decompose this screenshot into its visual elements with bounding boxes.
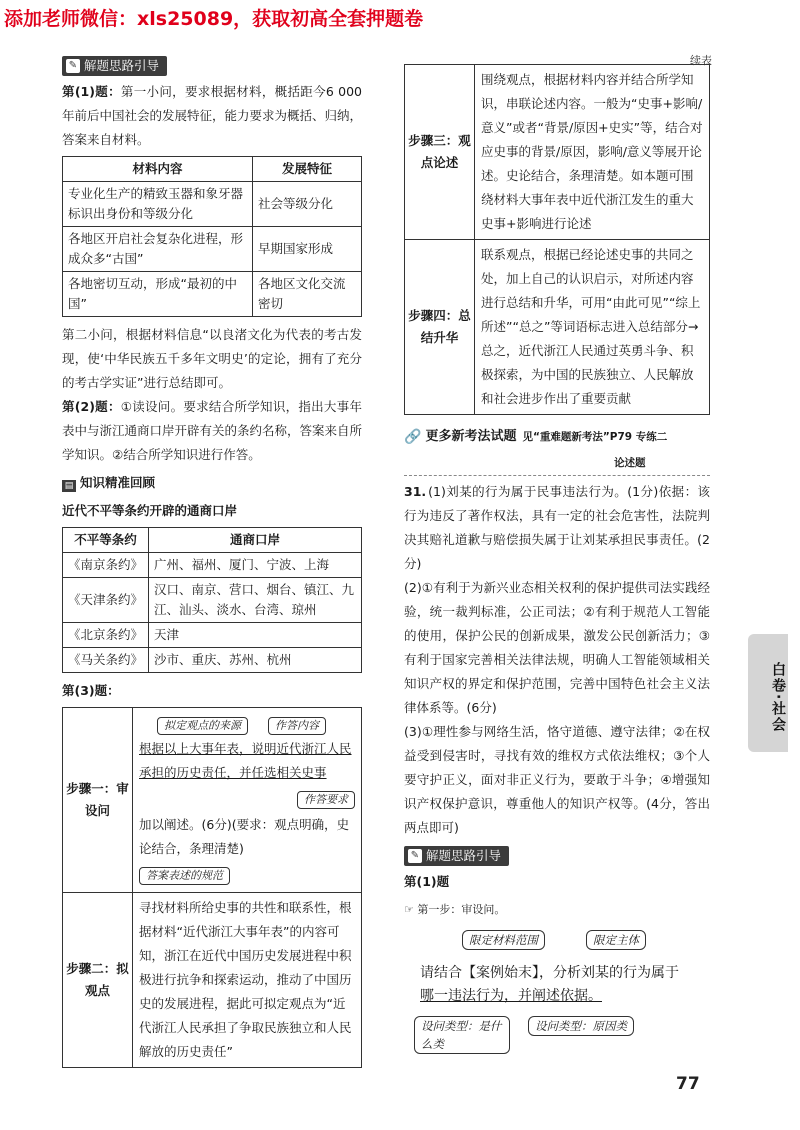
pointer-icon: ☞ [404, 903, 414, 916]
table-row: 《南京条约》 广州、福州、厦门、宁波、上海 [63, 553, 362, 578]
notebook-icon: ✎ [408, 849, 422, 863]
q1-paragraph: 第(1)题：第一小问，要求根据材料，概括距今6 000年前后中国社会的发展特征，能力要求为概括、归纳，答案来自材料。 [62, 84, 363, 147]
step-content: 寻找材料所给史事的共性和联系性，根据材料“近代浙江大事年表”的内容可知，浙江在近代中国历史发展进程中积极进行抗争和探索运动，推动了中国历史的发展进程，据此可拟定观点为“近代浙江人民承担了争取民族独立和人民解放的历史责任” [133, 893, 362, 1068]
section-side-tab: 白卷·社会 [748, 634, 788, 752]
book-icon: ▤ [62, 480, 76, 492]
step-row [63, 708, 362, 893]
q2-paragraph: 第(2)题：①读设问。要求结合所学知识，指出大事年表中与浙江通商口岸开辟有关的条约名称，答案来自所学知识。②结合所学知识进行作答。 [62, 399, 363, 462]
left-column [62, 52, 362, 1068]
step-text: 加以阐述。(6分)(要求：观点明确，史论结合，条理清楚) [139, 817, 350, 856]
table-row: 《马关条约》 沙市、重庆、苏州、杭州 [63, 648, 362, 673]
q31-part3: (3)①理性参与网络生活，恪守道德、遵守法律；②在权益受到侵害时，寻找有效的维权方式依法维权；③个人要守护正义，面对非正义行为，要敢于斗争；④增强知识产权保护意识，尊重他人的知识产权等。(4分，答出两点即可) [404, 724, 710, 835]
guide-tag: ✎ 解题思路引导 [404, 846, 509, 866]
more-questions-heading: 🔗 更多新考法试题 见“重难题新考法”P79 专练二 [404, 425, 710, 449]
step-one-label: ☞ 第一步：审设问。 [404, 903, 506, 916]
sub-question-label: 第(1)题 [404, 874, 450, 889]
table-row: 《北京条约》 天津 [63, 623, 362, 648]
page-number: 77 [676, 1074, 700, 1094]
table-row: 《天津条约》 汉口、南京、营口、烟台、镇江、九江、汕头、淡水、台湾、琼州 [63, 578, 362, 623]
step-content: 联系观点，根据已经论述史事的共同之处，加上自己的认识启示，对所述内容进行总结和升华，可用“由此可见”“综上所述”“总之”等词语标志进入总结部分→总之，近代浙江人民通过英勇斗争、积极探索，为中国的民族独立、人民解放和社会进步作出了重要贡献 [475, 240, 710, 415]
right-column [404, 52, 710, 1051]
steps-table-left [62, 707, 362, 1068]
promo-banner: 添加老师微信：xls25089，获取初高全套押题卷 [0, 0, 800, 34]
step-row [405, 65, 710, 240]
step-content: 围绕观点，根据材料内容并结合所学知识，串联论述内容。一般为“史事+影响/意义”或者“背景/原因+史实”等，结合对应史事的背景/原因，影响/意义等展开论述。史论结合，条理清楚。如本题可围绕材料大事年表中近代浙江发生的重大史事+影响进行论述 [475, 65, 710, 240]
knowledge-heading: ▤ 知识精准回顾 [62, 471, 362, 495]
link-icon: 🔗 [404, 429, 422, 445]
knowledge-subtitle: 近代不平等条约开辟的通商口岸 [62, 503, 238, 518]
notebook-icon: ✎ [66, 59, 80, 73]
guide-tag: ✎ 解题思路引导 [62, 56, 167, 76]
table-header: 发展特征 [253, 157, 362, 182]
table-header: 材料内容 [63, 157, 253, 182]
continued-label: 续表 [690, 54, 712, 67]
q31-part1: 31. (1)刘某的行为属于民事违法行为。(1分)依据：该行为违反了著作权法，具有一定的社会危害性，法院判决其赔礼道歉与赔偿损失属于让刘某承担民事责任。(2分) [404, 484, 710, 571]
annotation-note: 作答内容 [268, 717, 326, 735]
material-table [62, 156, 362, 317]
step-row [63, 893, 362, 1068]
q1-second-paragraph: 第二小问，根据材料信息“以良渚文化为代表的考古发现，使‘中华民族五千多年文明史’的定论，拥有了充分的考古学实证”进行总结即可。 [62, 327, 362, 390]
steps-table-right [404, 64, 710, 415]
demo-question-line: 哪一违法行为，并阐述依据。 [420, 988, 602, 1004]
annotation-note: 拟定观点的来源 [157, 717, 248, 735]
annotation-note: 设问类型：是什么类 [414, 1016, 510, 1054]
step-label: 步骤四：总结升华 [405, 240, 475, 415]
table-row: 各地密切互动，形成“最初的中国” 各地区文化交流密切 [63, 272, 362, 317]
treaty-table [62, 527, 362, 673]
more-questions-subtitle: 论述题 [404, 451, 710, 476]
step-text: 根据以上大事年表，说明近代浙江人民承担的历史责任，并任选相关史事 [139, 741, 352, 780]
table-row: 各地区开启社会复杂化进程，形成众多“古国” 早期国家形成 [63, 227, 362, 272]
step-content [133, 708, 362, 893]
table-header: 不平等条约 [63, 528, 149, 553]
step-label: 步骤一：审设问 [63, 708, 133, 893]
demo-question-line: 请结合【案例始末】，分析刘某的行为属于 [420, 965, 679, 981]
table-header: 通商口岸 [149, 528, 362, 553]
annotation-note: 答案表述的规范 [139, 867, 230, 885]
step-row [405, 240, 710, 415]
q31-part2: (2)①有利于为新兴业态相关权利的保护提供司法实践经验，统一裁判标准，公正司法；②有利于规范人工智能的使用，保护公民的创新成果，激发公民创新活力；③有利于国家完善相关法律法规，明确人工智能领域相关知识产权的界定和保护范围，完善中国特色社会主义法律体系等。(6分) [404, 580, 710, 715]
annotation-note: 作答要求 [297, 791, 355, 809]
table-row: 专业化生产的精致玉器和象牙器标识出身份和等级分化 社会等级分化 [63, 182, 362, 227]
q3-label: 第(3)题： [62, 683, 120, 698]
question-analysis-diagram [404, 926, 710, 1051]
annotation-note: 限定材料范围 [462, 930, 545, 950]
annotation-note: 设问类型：原因类 [528, 1016, 634, 1036]
q1-label: 第(1)题： [62, 84, 121, 99]
annotation-note: 限定主体 [586, 930, 646, 950]
step-label: 步骤二：拟观点 [63, 893, 133, 1068]
step-label: 步骤三：观点论述 [405, 65, 475, 240]
